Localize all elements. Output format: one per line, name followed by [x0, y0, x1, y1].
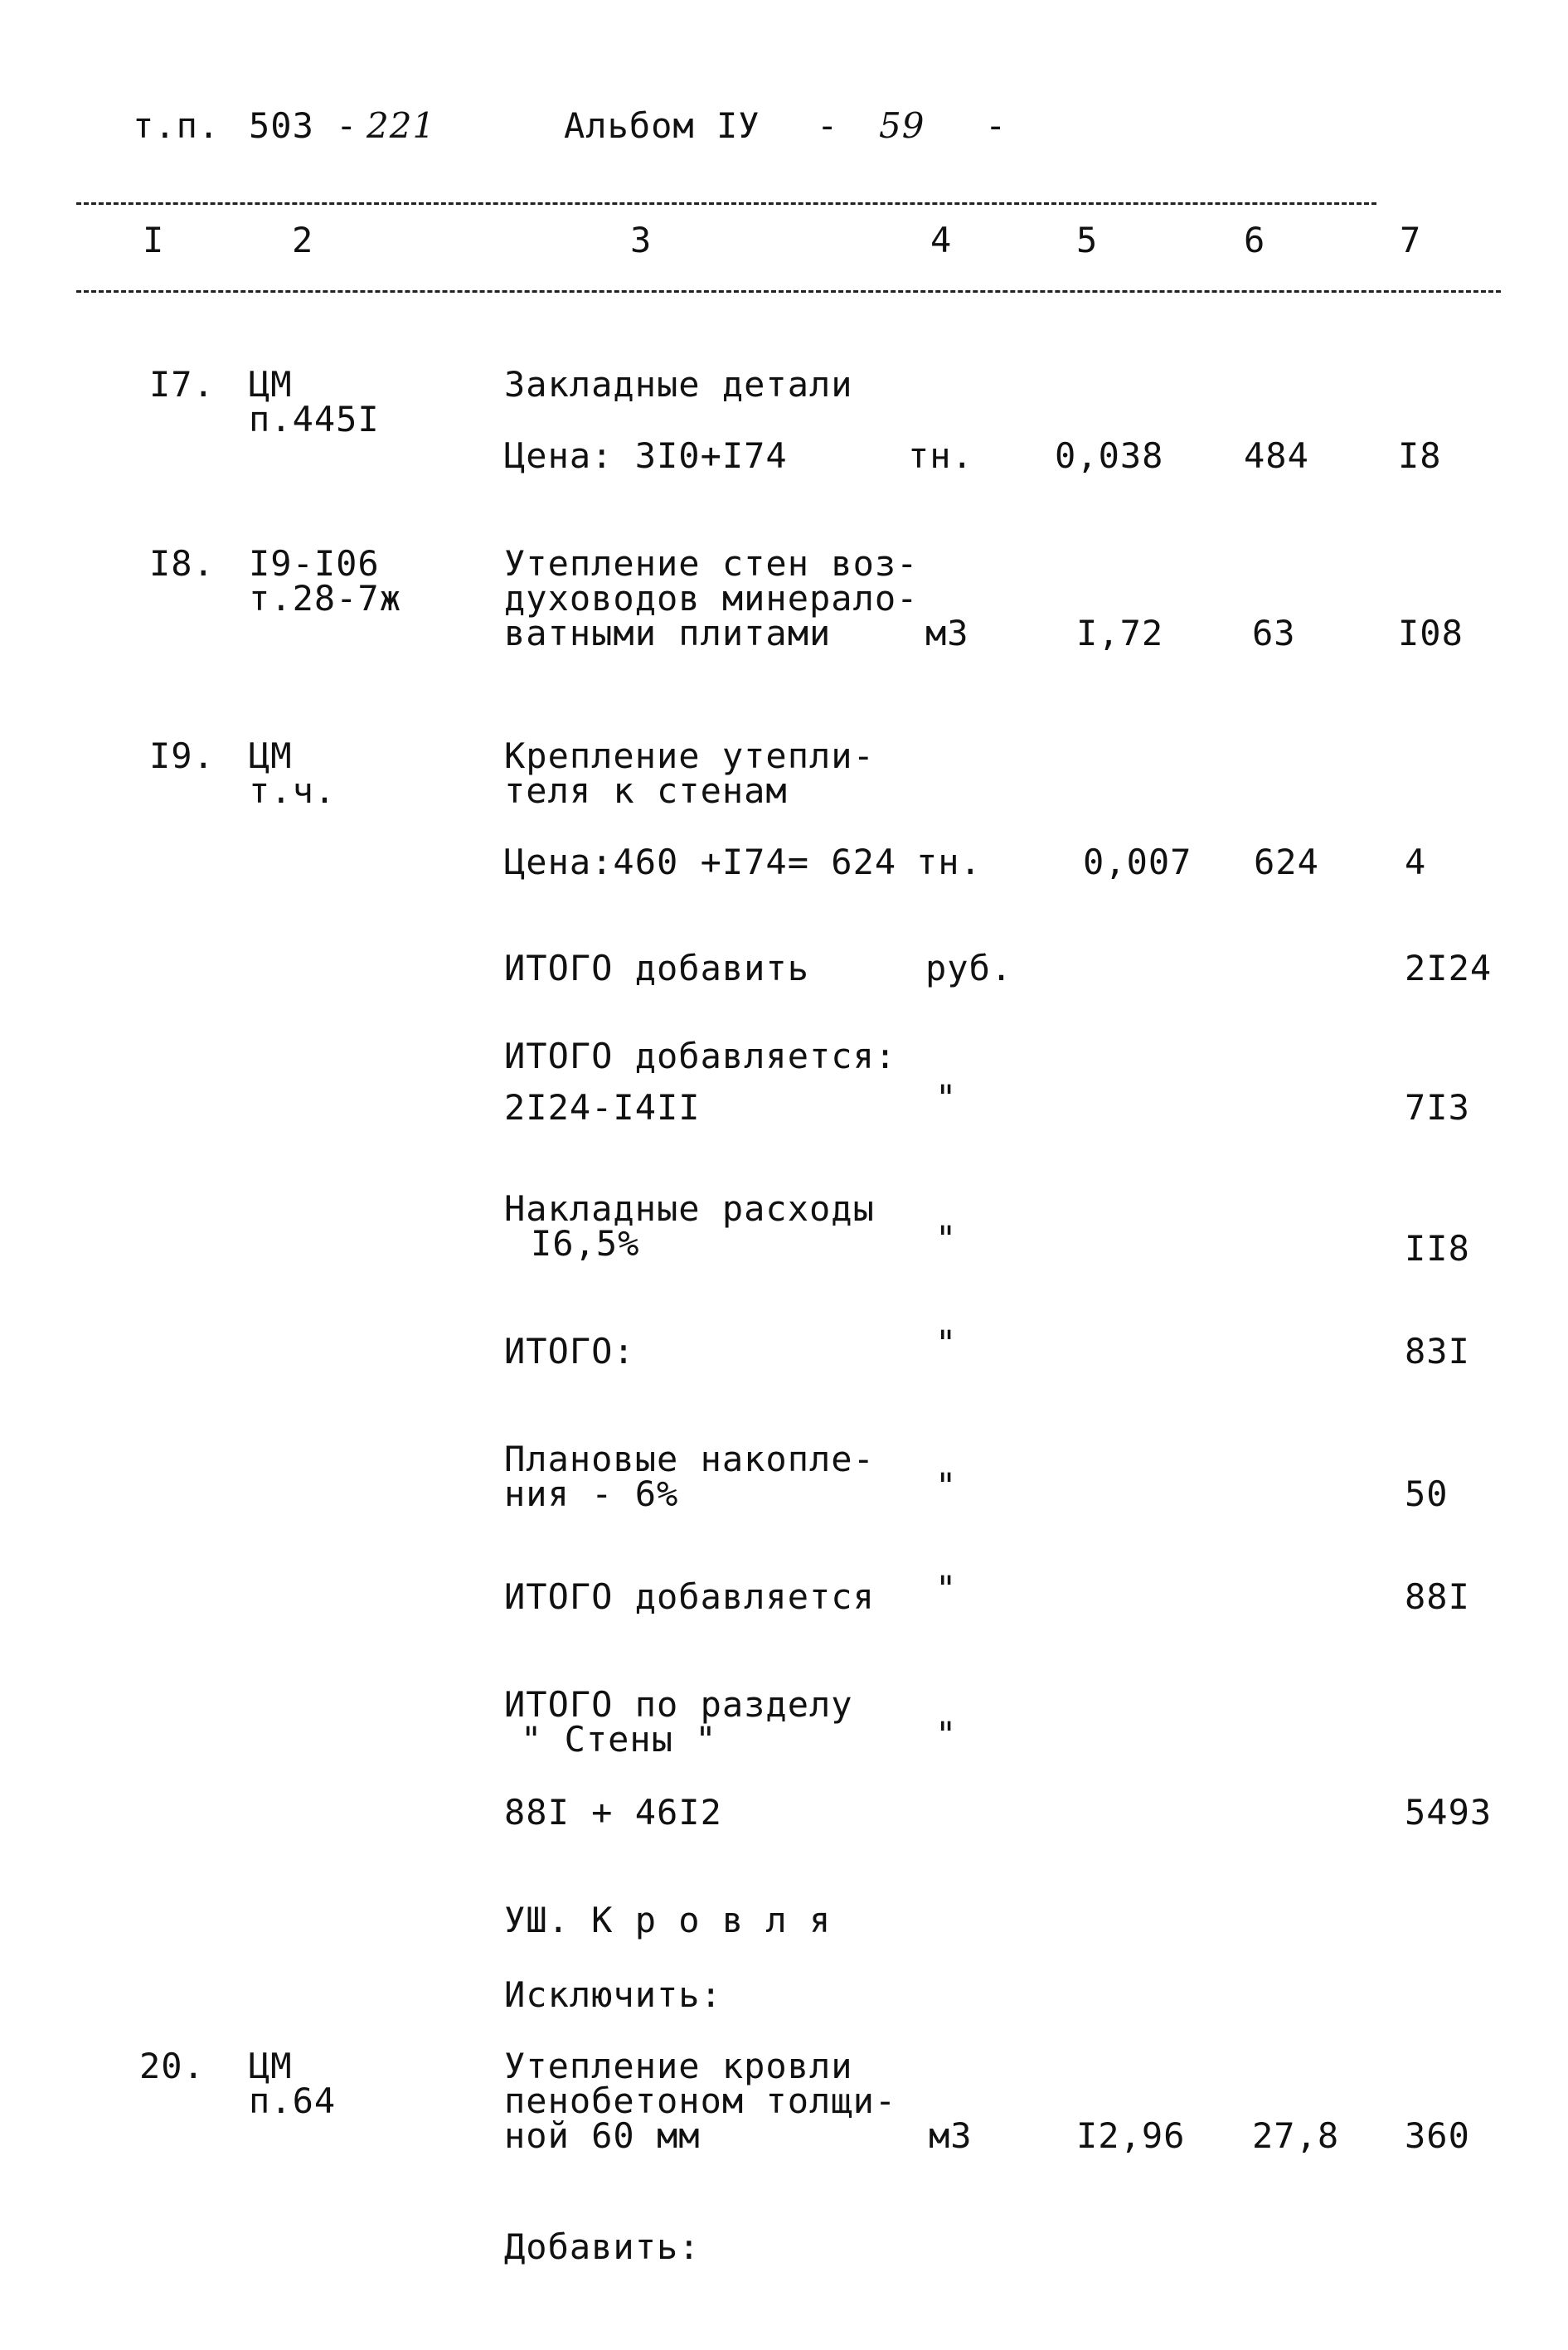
sum-added-final-total: 88I [1405, 1576, 1470, 1617]
row-18-total: I08 [1398, 613, 1464, 653]
row-19-description-1: Крепление утепли- [504, 736, 875, 776]
row-19-description-2: теля к стенам [504, 770, 788, 811]
row-20-unit: м3 [929, 2115, 973, 2156]
section-roof-title: УШ. К р о в л я [504, 1900, 832, 1940]
album-label: Альбом IУ [564, 105, 760, 146]
sum-added-final-unit-ditto: " [935, 1568, 958, 1609]
column-header-1: I [143, 220, 165, 260]
page-number: 59 [879, 105, 925, 146]
row-20-description-2: пенобетоном толщи- [504, 2081, 897, 2121]
row-19-code-1: ЦМ [249, 736, 293, 776]
tp-handwritten-number: 221 [367, 105, 436, 146]
row-17-code-2: п.445I [249, 399, 380, 439]
section-walls-total-label-2: " Стены " [521, 1719, 717, 1760]
section-walls-total-formula: 88I + 46I2 [504, 1792, 722, 1833]
overhead-unit-ditto: " [935, 1218, 958, 1259]
column-header-2: 2 [292, 220, 314, 260]
sum-add-unit: руб. [925, 948, 1013, 988]
row-18-rate: 63 [1252, 613, 1296, 653]
overhead-label-2: I6,5% [531, 1223, 640, 1264]
row-20-quantity: I2,96 [1076, 2115, 1186, 2156]
section-walls-total-unit-ditto: " [935, 1714, 958, 1755]
row-20-code-2: п.64 [249, 2081, 337, 2121]
row-18-quantity: I,72 [1076, 613, 1164, 653]
subtotal-label: ИТОГО: [504, 1331, 635, 1372]
overhead-label-1: Накладные расходы [504, 1188, 875, 1229]
row-20-description-3: ной 60 мм [504, 2115, 701, 2156]
row-17-price: Цена: 3I0+I74 [504, 435, 788, 476]
planned-savings-label-1: Плановые накопле- [504, 1439, 875, 1479]
header-dash-2: - [985, 105, 1007, 146]
sum-add-total: 2I24 [1405, 948, 1493, 988]
row-19-code-2: т.ч. [249, 770, 337, 811]
column-header-6: 6 [1244, 220, 1266, 260]
row-17-total: I8 [1398, 435, 1442, 476]
row-20-number: 20. [139, 2046, 205, 2086]
row-17-code-1: ЦМ [249, 364, 293, 405]
row-17-rate: 484 [1244, 435, 1309, 476]
column-header-4: 4 [930, 220, 953, 260]
overhead-total: II8 [1405, 1228, 1470, 1269]
tp-number: 503 - [249, 105, 358, 146]
section-walls-total-label-1: ИТОГО по разделу [504, 1684, 853, 1725]
row-18-code-2: т.28-7ж [249, 578, 402, 619]
row-18-description-3: ватными плитами [504, 613, 832, 653]
table-top-rule [76, 202, 1376, 205]
add-label: Добавить: [504, 2226, 701, 2267]
planned-savings-total: 50 [1405, 1474, 1449, 1514]
column-header-5: 5 [1076, 220, 1099, 260]
sum-added-label: ИТОГО добавляется: [504, 1036, 897, 1076]
row-19-total: 4 [1405, 842, 1427, 882]
sum-added-formula: 2I24-I4II [504, 1087, 701, 1128]
row-19-rate: 624 [1254, 842, 1319, 882]
sum-added-total: 7I3 [1405, 1087, 1470, 1128]
row-18-code-1: I9-I06 [249, 543, 380, 584]
row-18-description-2: духоводов минерало- [504, 578, 919, 619]
row-19-number: I9. [149, 736, 215, 776]
row-19-unit: тн. [916, 842, 982, 882]
subtotal-total: 83I [1405, 1331, 1470, 1372]
subtotal-unit-ditto: " [935, 1323, 958, 1363]
planned-savings-unit-ditto: " [935, 1465, 958, 1506]
row-20-description-1: Утепление кровли [504, 2046, 853, 2086]
row-18-number: I8. [149, 543, 215, 584]
section-walls-total: 5493 [1405, 1792, 1493, 1833]
planned-savings-label-2: ния - 6% [504, 1474, 679, 1514]
column-header-3: 3 [630, 220, 653, 260]
table-header-bottom-rule [76, 290, 1501, 293]
column-header-7: 7 [1400, 220, 1422, 260]
tp-label: т.п. [133, 105, 221, 146]
row-19-quantity: 0,007 [1083, 842, 1192, 882]
row-17-description: Закладные детали [504, 364, 853, 405]
row-17-quantity: 0,038 [1055, 435, 1164, 476]
row-20-rate: 27,8 [1252, 2115, 1340, 2156]
header-dash-1: - [817, 105, 839, 146]
row-18-unit: м3 [925, 613, 969, 653]
row-17-number: I7. [149, 364, 215, 405]
exclude-label: Исключить: [504, 1974, 722, 2015]
sum-added-final-label: ИТОГО добавляется [504, 1576, 875, 1617]
row-20-total: 360 [1405, 2115, 1470, 2156]
row-20-code-1: ЦМ [249, 2046, 293, 2086]
sum-added-unit-ditto: " [935, 1077, 958, 1118]
row-17-unit: тн. [908, 435, 973, 476]
row-19-price: Цена:460 +I74= 624 [504, 842, 897, 882]
sum-add-label: ИТОГО добавить [504, 948, 810, 988]
row-18-description-1: Утепление стен воз- [504, 543, 919, 584]
